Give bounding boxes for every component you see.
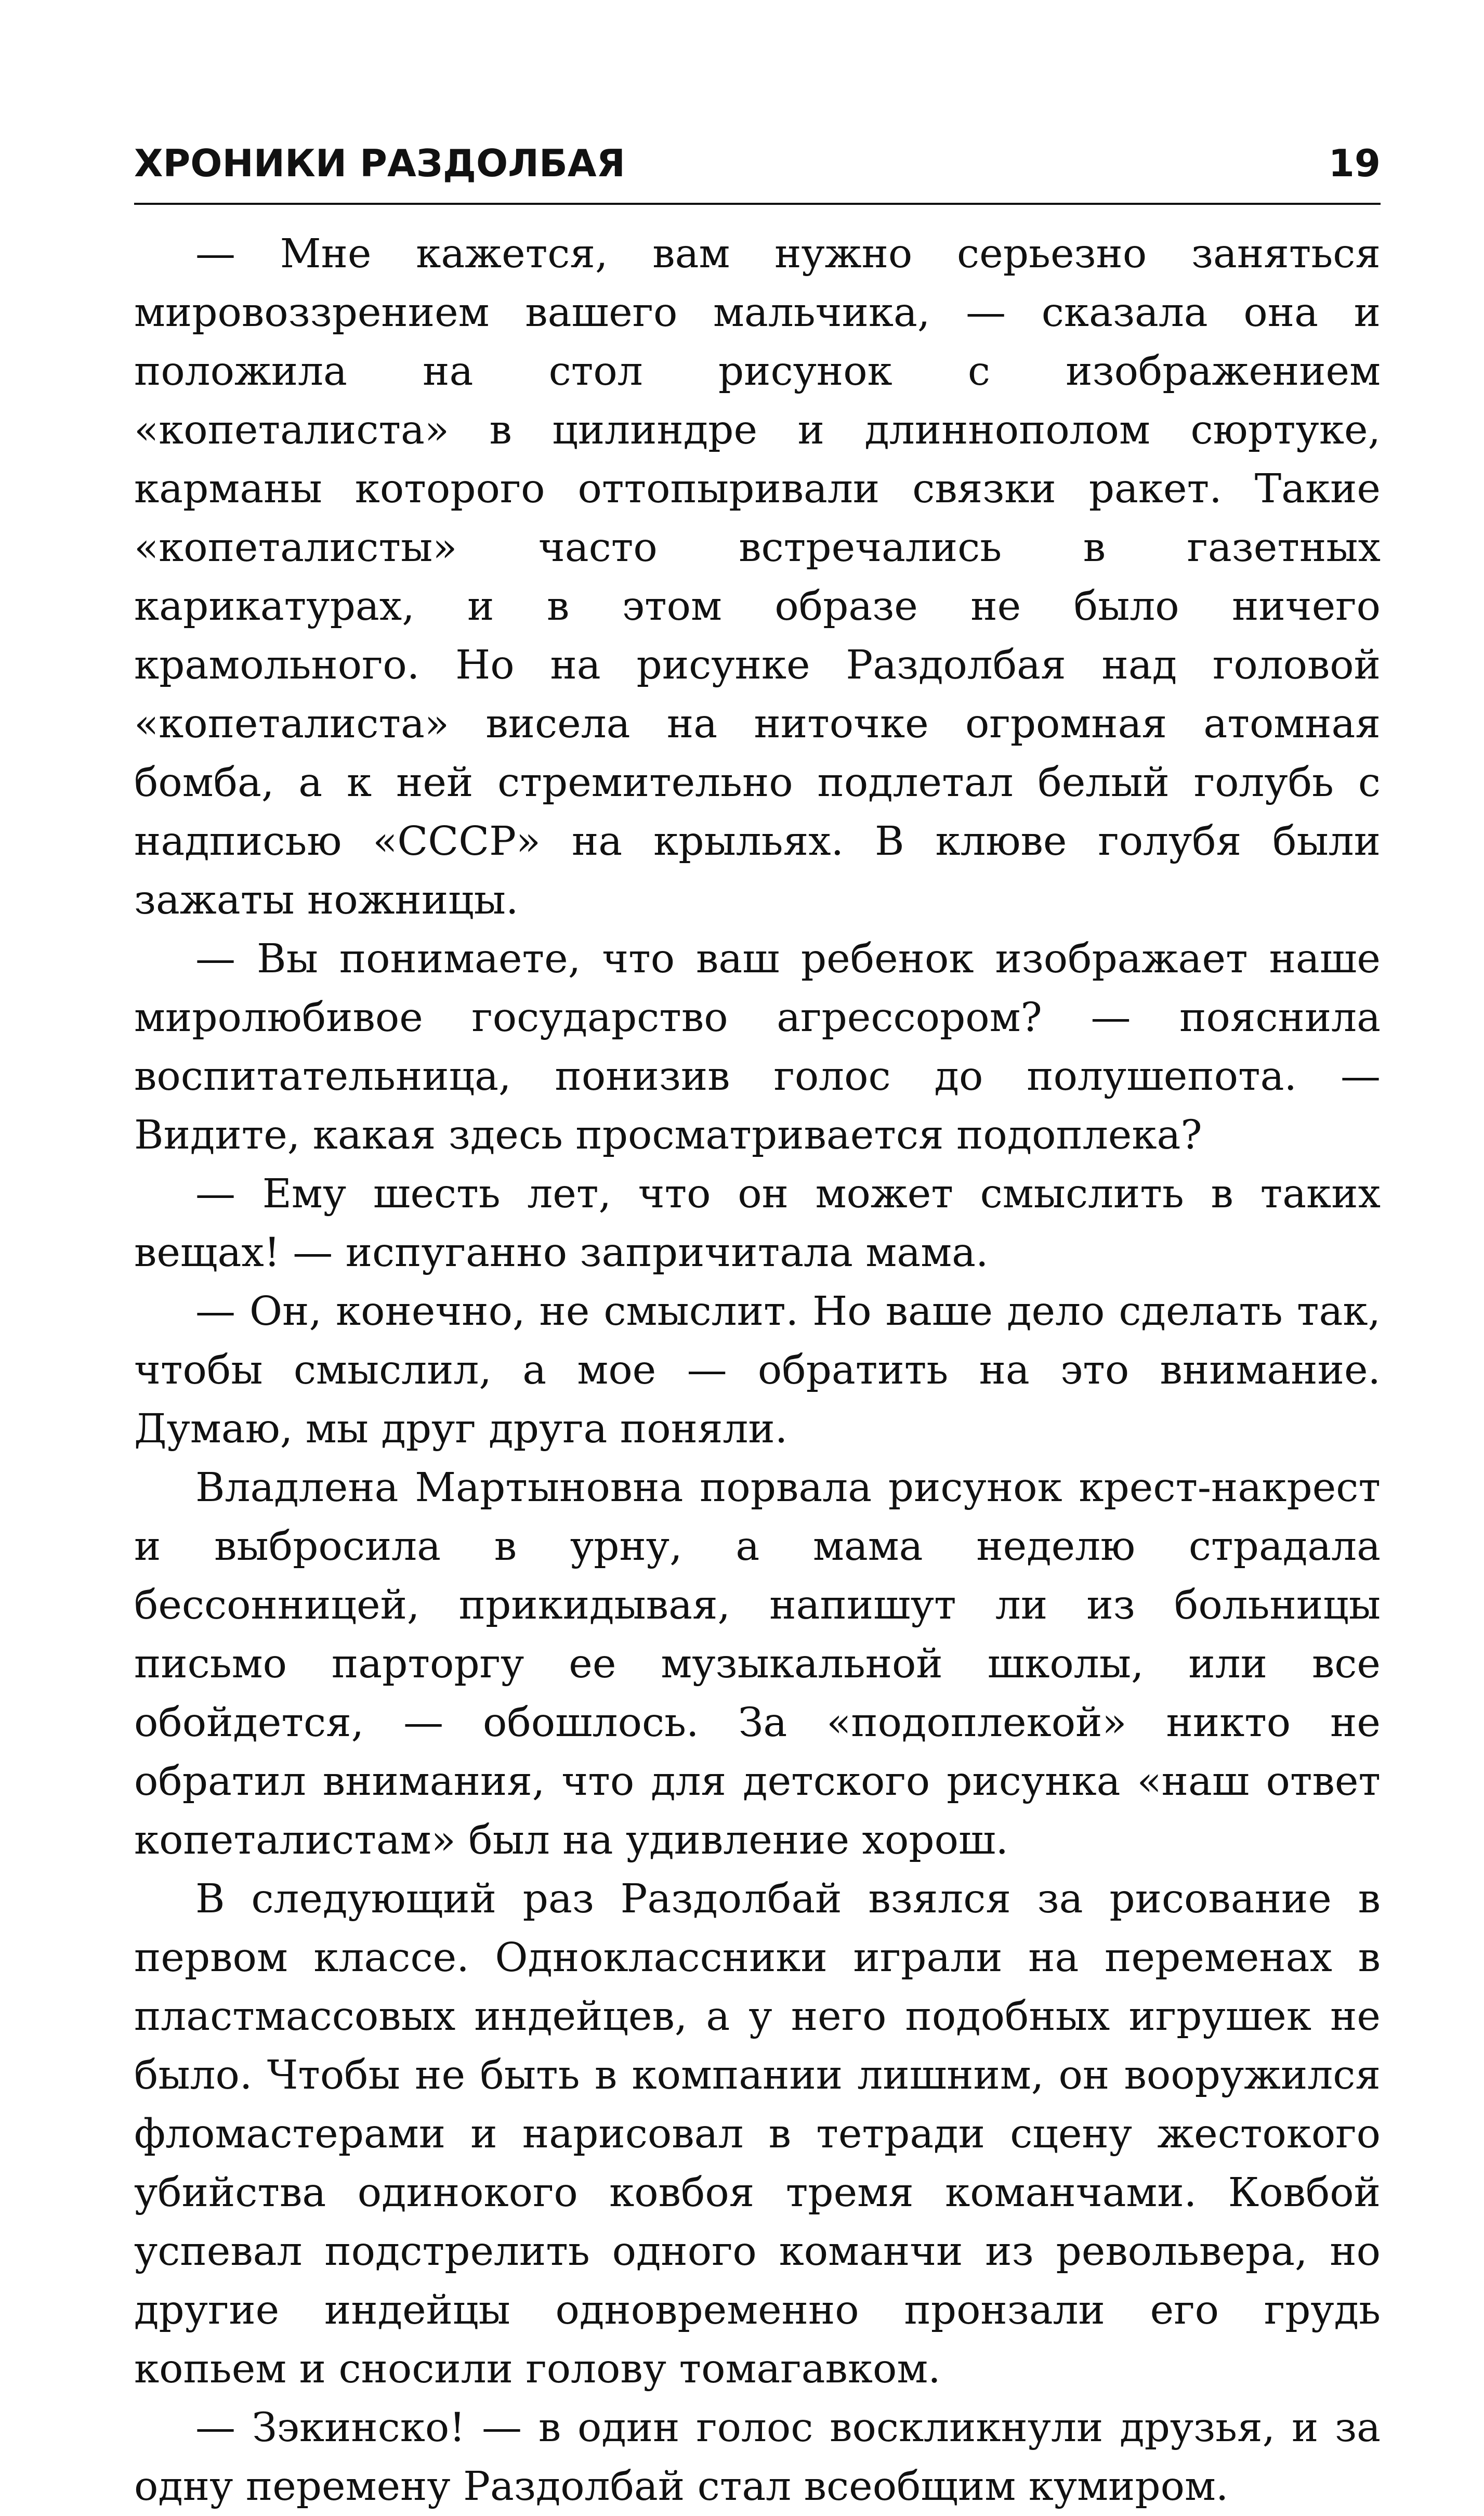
paragraph: — Ему шесть лет, что он может смыслить в таких вещах! — испуганно запричитала мама. <box>134 1171 1381 1276</box>
page-number: 19 <box>1328 141 1381 185</box>
paragraph: — Вы понимаете, что ваш ребенок изображает наше миролюбивое государство агрессором? — пояснила воспитательница, понизив голос до полушепота. — Видите, какая здесь просматривается подоплека? <box>134 936 1381 1158</box>
paragraph: — Он, конечно, не смыслит. Но ваше дело сделать так, чтобы смыслил, а мое — обратить на это внимание. Думаю, мы друг друга поняли. <box>134 1288 1381 1452</box>
paragraph: Владлена Мартыновна порвала рисунок крест-накрест и выбросила в урну, а мама неделю страдала бессонницей, прикидывая, напишут ли из больницы письмо парторгу ее музыкальной школы, или все обойдется, — обошлось. За «подоплекой» никто не обратил внимания, что для детского рисунка «наш ответ копеталистам» был на удивление хорош. <box>134 1465 1381 1863</box>
running-title: ХРОНИКИ РАЗДОЛБАЯ <box>134 141 625 185</box>
page-header <box>134 134 1381 205</box>
paragraph: — Зэкинско! — в один голос воскликнули друзья, и за одну перемену Раздолбай стал всеобщим кумиром. <box>134 2405 1381 2510</box>
paragraph: В следующий раз Раздолбай взялся за рисование в первом классе. Одноклассники играли на переменах в пластмассовых индейцев, а у него подобных игрушек не было. Чтобы не быть в компании лишним, он вооружился фломастерами и нарисовал в тетради сцену жестокого убийства одинокого ковбоя тремя команчами. Ковбой успевал подстрелить одного команчи из револьвера, но другие индейцы одновременно пронзали его грудь копьем и сносили голову томагавком. <box>134 1876 1381 2392</box>
paragraph: — Мне кажется, вам нужно серьезно заняться мировоззрением вашего мальчика, — сказала она и положила на стол рисунок с изображением «копеталиста» в цилиндре и длиннополом сюртуке, карманы которого оттопыривали связки ракет. Такие «копеталисты» часто встречались в газетных карикатурах, и в этом образе не было ничего крамольного. Но на рисунке Раздолбая над головой «копеталиста» висела на ниточке огромная атомная бомба, а к ней стремительно подлетал белый голубь с надписью «СССР» на крыльях. В клюве голубя были зажаты ножницы. <box>134 231 1381 923</box>
book-page <box>134 134 1381 2510</box>
body-text <box>134 225 1381 2516</box>
